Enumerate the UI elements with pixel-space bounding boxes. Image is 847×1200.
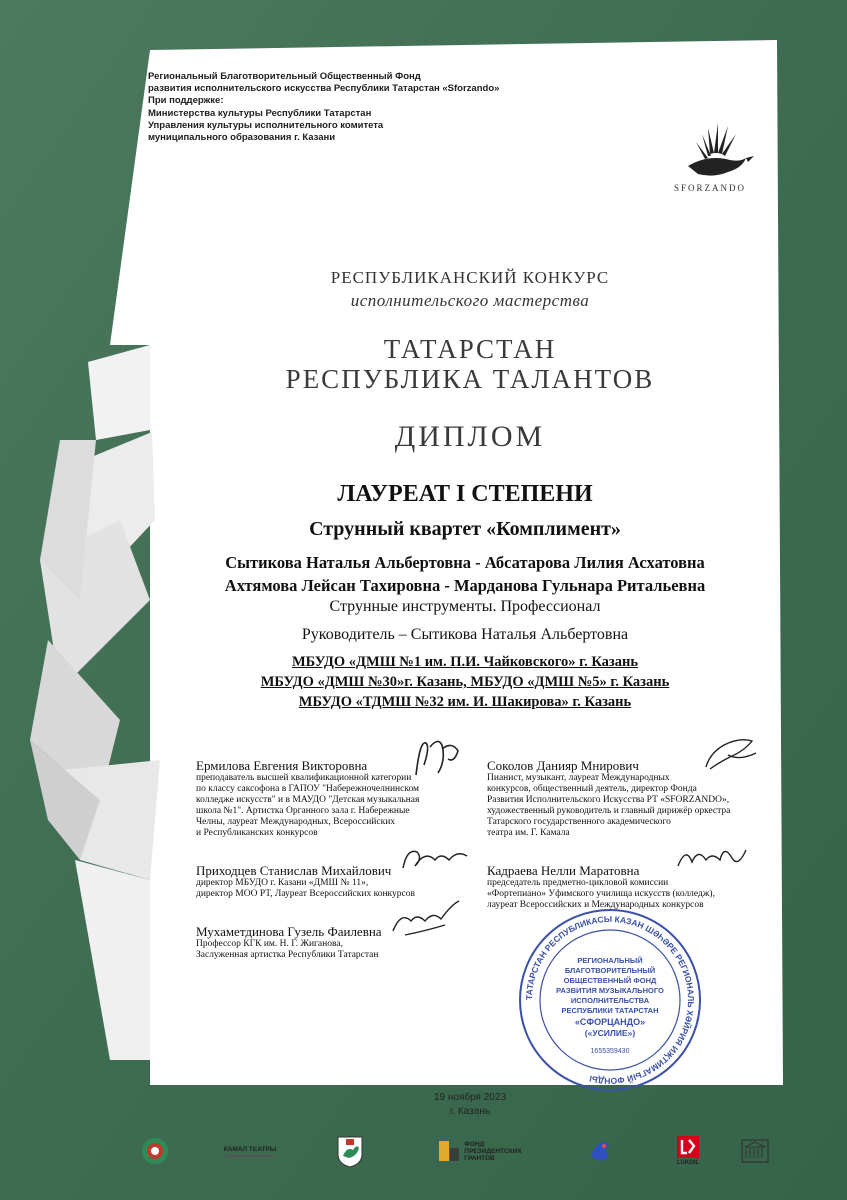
jury-name: Приходцев Станислав Михайлович (196, 863, 392, 878)
lukoil-text: LUKOIL (676, 1160, 700, 1166)
signature-2 (700, 735, 762, 775)
stamp-line: «СФОРЦАНДО» (574, 1017, 646, 1027)
sponsor-tatarstan (135, 1130, 175, 1172)
jury-name: Ермилова Евгения Викторовна (196, 758, 368, 773)
official-stamp (515, 905, 705, 1095)
kamal-underline (226, 1155, 274, 1157)
diploma-title: ДИПЛОМ (394, 420, 546, 453)
stamp-line: РЕГИОНАЛЬНЫЙ (577, 956, 643, 965)
school-line: МБУДО «ТДМШ №32 им. И. Шакирова» г. Казань (298, 694, 632, 710)
stamp-line: БЛАГОТВОРИТЕЛЬНЫЙ (564, 966, 656, 975)
stamp-number: 1655359430 (590, 1048, 630, 1055)
leader: Руководитель – Сытикова Наталья Альбертовна (301, 626, 629, 643)
issue-date-block (380, 1091, 560, 1119)
header-line: Министерства культуры Республики Татарстан (148, 107, 372, 119)
jury-desc: театра им. Г. Камала (487, 828, 570, 838)
bird-logo-icon (585, 1136, 615, 1166)
signature-4 (672, 838, 752, 878)
jury-desc: преподаватель высшей квалификационной категории (196, 773, 412, 783)
jury-desc: и Республиканских конкурсов (196, 828, 318, 838)
members-line: Ахтямова Лейсан Тахировна - Марданова Гульнара Ритальевна (224, 576, 706, 595)
jury-member-2 (487, 758, 730, 839)
signature-1 (408, 735, 468, 780)
building-logo-icon (740, 1138, 770, 1164)
ensemble-name: Струнный квартет «Комплимент» (309, 518, 621, 540)
jury-desc: Развития Исполнительского Искусства РТ «SFORZANDO», (487, 795, 730, 805)
jury-member-5 (196, 924, 382, 961)
sponsor-kazan (330, 1130, 370, 1172)
lukoil-logo-icon (676, 1135, 700, 1159)
logo-text: SFORZANDO (673, 183, 746, 193)
jury-member-3 (196, 863, 415, 900)
signature-5 (385, 895, 465, 945)
header-line: развития исполнительского искусства Республики Татарстан «Sforzando» (148, 83, 500, 95)
header-line: При поддержке: (148, 95, 224, 107)
stamp-line: РЕСПУБЛИКИ ТАТАРСТАН (561, 1006, 659, 1015)
ensemble-members (150, 551, 780, 597)
header-line: Региональный Благотворительный Общественный Фонд (148, 71, 421, 82)
jury-desc: директор МБУДО г. Казани «ДМШ № 11», (196, 878, 369, 888)
sponsor-bird (580, 1130, 620, 1172)
kamal-logo-text: КАМАЛ ТЕАТРЫ (223, 1145, 277, 1153)
contest-subtitle: исполнительского мастерства (350, 291, 590, 310)
issue-date: 19 ноября 2023 (433, 1092, 507, 1103)
jury-desc: председатель предметно-цикловой комиссии (487, 878, 669, 888)
stamp-line: ОБЩЕСТВЕННЫЙ ФОНД (563, 976, 657, 985)
contest-name-line1: ТАТАРСТАН (383, 334, 557, 364)
school-line: МБУДО «ДМШ №30»г. Казань, МБУДО «ДМШ №5» г. Казань (260, 674, 670, 690)
award-degree: ЛАУРЕАТ I СТЕПЕНИ (337, 481, 593, 507)
jury-desc: Татарского государственного академического (487, 817, 671, 827)
jury-name: Кадраева Нелли Маратовна (487, 863, 640, 878)
signature-3 (395, 838, 475, 878)
sponsor-kamal (215, 1130, 285, 1172)
tatarstan-emblem-icon (140, 1136, 170, 1166)
school-line: МБУДО «ДМШ №1 им. П.И. Чайковского» г. Казань (291, 654, 638, 670)
jury-desc: «Фортепиано» Уфимского училища искусств (колледж), (487, 889, 715, 899)
jury-desc: школа №1". Артистка Органного зала г. Набережные (196, 806, 410, 816)
jury-desc: Челны, лауреат Международных, Всероссийских (196, 817, 396, 827)
jury-desc: колледже искусств" и в МАУДО "Детская музыкальная (196, 795, 420, 805)
sponsor-lukoil (668, 1130, 708, 1172)
stamp-line: («УСИЛИЕ») (584, 1028, 636, 1038)
grants-text: ПРЕЗИДЕНТСКИХ (464, 1147, 522, 1155)
sponsor-grants (430, 1130, 530, 1172)
category: Струнные инструменты. Профессионал (329, 598, 601, 615)
jury-desc: по классу саксофона в ГАПОУ "Набережночелнинском (196, 784, 420, 794)
jury-name: Мухаметдинова Гузель Фаилевна (196, 924, 382, 939)
jury-member-1 (196, 758, 419, 839)
members-line: Сытикова Наталья Альбертовна - Абсатарова Лилия Асхатовна (225, 553, 705, 572)
jury-desc: лауреат Всероссийских и Международных конкурсов (487, 900, 704, 910)
grants-text: ФОНД (464, 1140, 485, 1148)
contest-title: РЕСПУБЛИКАНСКИЙ КОНКУРС (330, 268, 610, 287)
header-line: Управления культуры исполнительного комитета (148, 119, 384, 131)
jury-desc: конкурсов, общественный деятель, директор Фонда (487, 784, 697, 794)
jury-desc: директор МОО РТ, Лауреат Всероссийских конкурсов (196, 889, 415, 899)
organization-header (148, 71, 499, 144)
header-line: муниципального образования г. Казани (148, 132, 336, 144)
contest-name-line2: РЕСПУБЛИКА ТАЛАНТОВ (285, 364, 655, 394)
kazan-emblem-icon (335, 1134, 365, 1168)
jury-desc: художественный руководитель и главный дирижёр оркестра (487, 806, 731, 816)
stamp-line: РАЗВИТИЯ МУЗЫКАЛЬНОГО (556, 986, 664, 995)
stamp-line: ИСПОЛНИТЕЛЬСТВА (570, 996, 650, 1005)
grants-logo-icon (438, 1140, 460, 1162)
jury-desc: Профессор КГК им. Н. Г. Жиганова, (196, 939, 343, 949)
stamp-ring-text: ТАТАРСТАН РЕСПУБЛИКАСЫ КАЗАН ШӘҺӘРЕ РЕГИОНАЛЬ ХӘЙРИЯ ИҖТИМАГЫЙ ФОНДЫ (523, 913, 697, 1087)
sponsor-building (735, 1130, 775, 1172)
grants-text: ГРАНТОВ (464, 1154, 495, 1162)
jury-desc: Заслуженная артистка Республики Татарстан (196, 950, 379, 960)
jury-name: Соколов Данияр Мнирович (487, 758, 639, 773)
issue-city: г. Казань (449, 1106, 491, 1117)
jury-desc: Пианист, музыкант, лауреат Международных (487, 773, 670, 783)
